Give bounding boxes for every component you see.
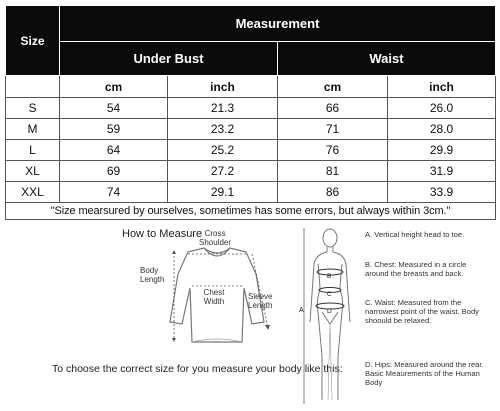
how-to-measure-title: How to Measure [122, 228, 203, 240]
table-row [6, 140, 496, 161]
under-bust-cm-cell: 69 [60, 161, 168, 182]
figure-letter-b: B [327, 273, 332, 280]
waist-inch-cell: 33.9 [388, 182, 496, 203]
sweater-outline-icon [152, 244, 282, 349]
size-cell: M [6, 119, 60, 140]
figure-letter-c: C [327, 291, 332, 298]
unit-header: inch [168, 76, 278, 98]
under-bust-header: Under Bust [60, 42, 278, 76]
body-length-label-line2: Length [140, 275, 165, 284]
waist-cm-cell: 76 [278, 140, 388, 161]
sweater-measure-diagram [152, 244, 282, 349]
waist-header: Waist [278, 42, 496, 76]
under-bust-cm-cell: 59 [60, 119, 168, 140]
table-row [6, 161, 496, 182]
table-row [6, 119, 496, 140]
legend-chest: B. Chest: Measured in a circle around the breasts and back. [365, 260, 467, 278]
size-cell: L [6, 140, 60, 161]
legend-hips: D. Hips: Measured around the rear. Basic Meaurements of the Human Body [365, 360, 484, 387]
unit-header: cm [278, 76, 388, 98]
waist-inch-cell: 26.0 [388, 98, 496, 119]
chest-width-label-line2: Width [203, 297, 225, 306]
size-header: Size [6, 6, 60, 76]
waist-cm-cell: 71 [278, 119, 388, 140]
under-bust-cm-cell: 74 [60, 182, 168, 203]
figure-letter-d: D [327, 308, 332, 315]
chest-width-label-line1: Chest [203, 288, 225, 297]
under-bust-inch-cell: 27.2 [168, 161, 278, 182]
under-bust-cm-cell: 54 [60, 98, 168, 119]
size-cell: XL [6, 161, 60, 182]
cross-shoulder-label-line1: Cross [204, 229, 226, 238]
sleeve-length-label-line2: Length [248, 301, 273, 310]
figure-letter-a: A [299, 307, 304, 314]
size-cell: S [6, 98, 60, 119]
unit-header: cm [60, 76, 168, 98]
table-row [6, 182, 496, 203]
measurement-header: Measurement [60, 6, 496, 42]
waist-inch-cell: 29.9 [388, 140, 496, 161]
under-bust-cm-cell: 64 [60, 140, 168, 161]
under-bust-inch-cell: 21.3 [168, 98, 278, 119]
waist-cm-cell: 86 [278, 182, 388, 203]
body-outline-icon [298, 224, 360, 408]
body-measure-figure [298, 224, 360, 408]
unit-blank-cell [6, 76, 60, 98]
size-cell: XXL [6, 182, 60, 203]
legend-waist: C. Waist: Measured from the narrowest point of the waist. Body shoould be relaxed. [365, 298, 479, 325]
choose-size-instruction: To choose the correct size for you measure your body like this: [52, 363, 343, 375]
cross-shoulder-label-line2: Shoulder [198, 238, 232, 247]
unit-header: inch [388, 76, 496, 98]
under-bust-inch-cell: 25.2 [168, 140, 278, 161]
waist-cm-cell: 81 [278, 161, 388, 182]
waist-inch-cell: 31.9 [388, 161, 496, 182]
under-bust-inch-cell: 23.2 [168, 119, 278, 140]
sleeve-length-label-line1: Sleeve [248, 292, 273, 301]
legend-height: A. Vertical height head to toe. [365, 230, 465, 239]
body-length-label-line1: Body [140, 266, 159, 275]
under-bust-inch-cell: 29.1 [168, 182, 278, 203]
size-chart-table [5, 5, 496, 220]
measurement-note: "Size mearsured by ourselves, sometimes has some errors, but always within 3cm." [6, 203, 496, 220]
waist-cm-cell: 66 [278, 98, 388, 119]
waist-inch-cell: 28.0 [388, 119, 496, 140]
table-row [6, 98, 496, 119]
